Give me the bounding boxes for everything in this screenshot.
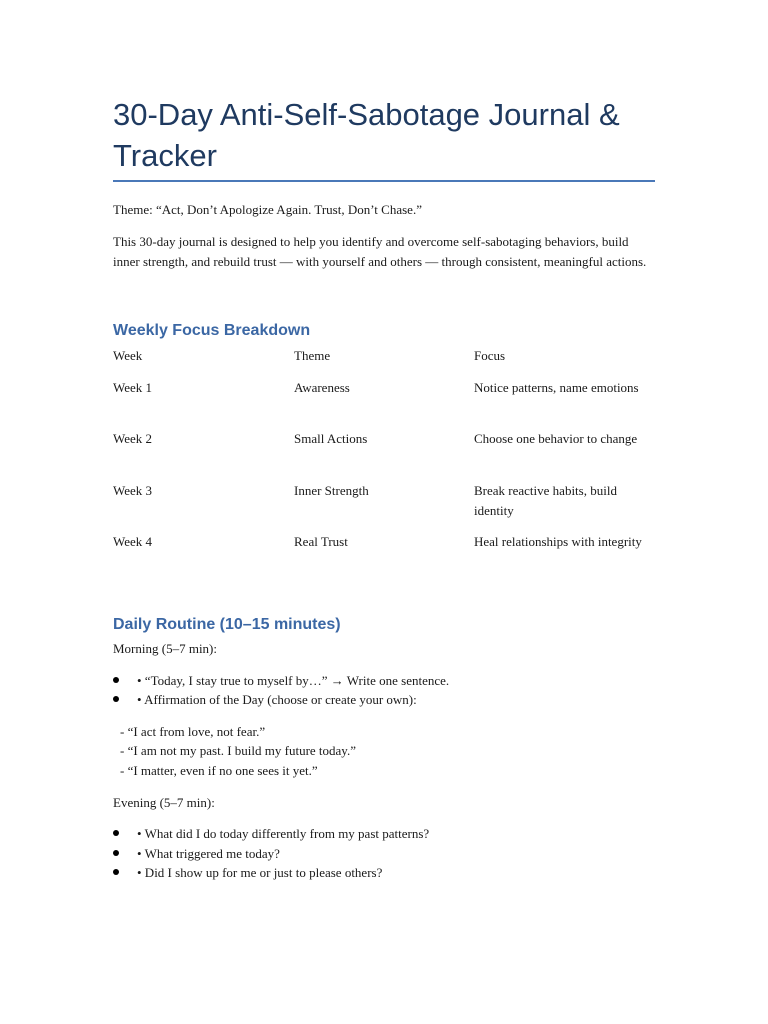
table-header-theme: Theme — [294, 348, 331, 363]
morning-label: Morning (5–7 min): — [113, 641, 217, 656]
theme-line: Theme: “Act, Don’t Apologize Again. Trust, Don’t Chase.” — [113, 202, 422, 217]
table-row — [113, 481, 658, 521]
table-cell-focus: Break reactive habits, build identity — [474, 483, 617, 518]
bullet-icon — [113, 850, 119, 856]
title-underline — [113, 180, 655, 182]
table-cell-week: Week 2 — [113, 431, 153, 446]
bullet-icon — [113, 869, 119, 875]
affirmation-item: - “I act from love, not fear.” — [120, 724, 266, 739]
list-item-text: • What triggered me today? — [137, 846, 280, 861]
table-row — [113, 532, 658, 572]
table-header-focus: Focus — [474, 348, 506, 363]
bullet-icon — [113, 830, 119, 836]
table-cell-week: Week 1 — [113, 380, 153, 395]
table-cell-focus: Notice patterns, name emotions — [474, 380, 639, 395]
page-title: 30-Day Anti-Self-Sabotage Journal & Tracker — [113, 97, 620, 173]
table-row — [113, 378, 658, 418]
weekly-focus-heading: Weekly Focus Breakdown — [113, 322, 311, 339]
evening-label: Evening (5–7 min): — [113, 795, 215, 810]
table-cell-theme: Inner Strength — [294, 483, 369, 498]
table-cell-focus: Heal relationships with integrity — [474, 534, 642, 549]
table-row — [113, 429, 658, 469]
list-item — [113, 863, 658, 883]
list-item-text: • What did I do today differently from my past patterns? — [137, 826, 430, 841]
list-item — [113, 824, 658, 844]
intro-paragraph: This 30-day journal is designed to help you identify and overcome self-sabotaging behaviors, build inner strength, and rebuild trust — with yourself and others — through consistent, meaningful actions. — [113, 234, 647, 269]
bullet-icon — [113, 696, 119, 702]
table-cell-theme: Awareness — [294, 380, 350, 395]
list-item — [113, 690, 658, 710]
table-cell-week: Week 3 — [113, 483, 153, 498]
list-item-text: • “Today, I stay true to myself by…” → Write one sentence. — [137, 673, 450, 688]
bullet-icon — [113, 677, 119, 683]
table-cell-week: Week 4 — [113, 534, 153, 549]
table-cell-theme: Real Trust — [294, 534, 348, 549]
list-item-text: • Did I show up for me or just to please others? — [137, 865, 383, 880]
table-cell-theme: Small Actions — [294, 431, 368, 446]
table-header-week: Week — [113, 348, 143, 363]
table-cell-focus: Choose one behavior to change — [474, 431, 638, 446]
list-item — [113, 671, 658, 691]
affirmation-item: - “I am not my past. I build my future today.” — [120, 743, 356, 758]
affirmation-item: - “I matter, even if no one sees it yet.” — [120, 763, 318, 778]
list-item — [113, 844, 658, 864]
daily-routine-heading: Daily Routine (10–15 minutes) — [113, 616, 341, 633]
list-item-text: • Affirmation of the Day (choose or create your own): — [137, 692, 417, 707]
